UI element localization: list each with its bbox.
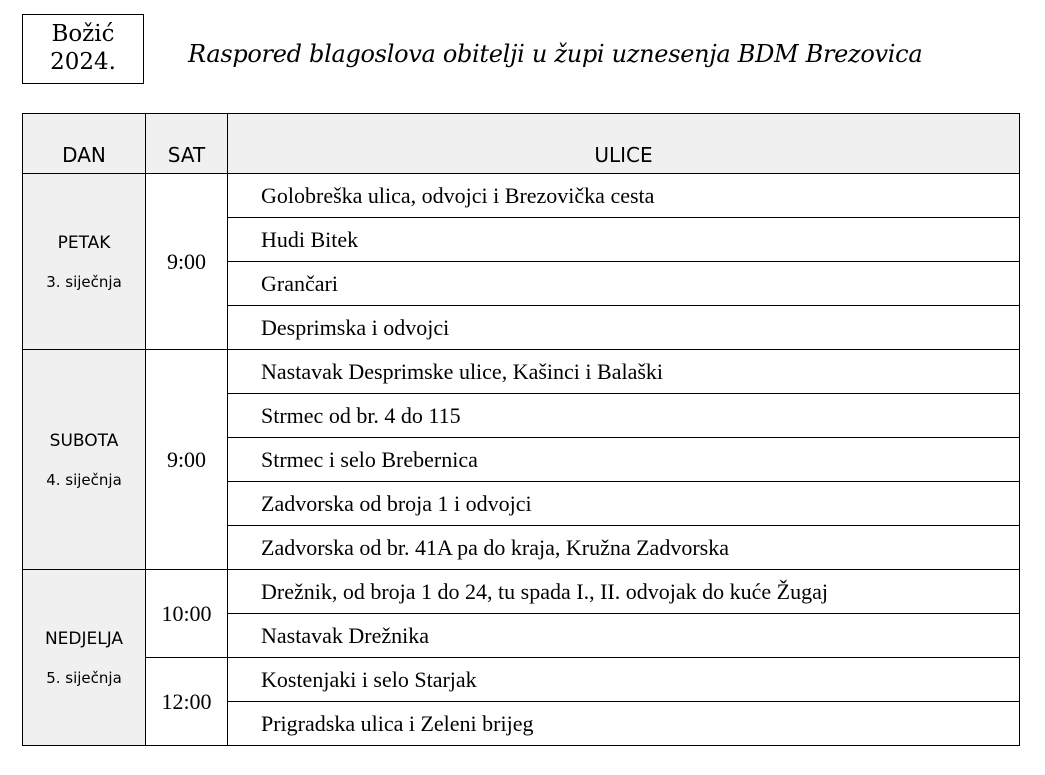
column-header-time: SAT	[146, 114, 228, 174]
street-cell: Drežnik, od broja 1 do 24, tu spada I., II. odvojak do kuće Žugaj	[228, 570, 1020, 614]
street-cell: Strmec i selo Brebernica	[228, 438, 1020, 482]
day-date: 5. siječnja	[46, 668, 122, 687]
time-cell: 9:00	[146, 174, 228, 350]
badge-year: 2024.	[50, 49, 116, 75]
street-cell: Zadvorska od br. 41A pa do kraja, Kružna Zadvorska	[228, 526, 1020, 570]
table-row	[23, 658, 1020, 702]
time-cell: 9:00	[146, 350, 228, 570]
street-cell: Kostenjaki i selo Starjak	[228, 658, 1020, 702]
table-row	[23, 570, 1020, 614]
street-cell: Prigradska ulica i Zeleni brijeg	[228, 702, 1020, 746]
street-cell: Zadvorska od broja 1 i odvojci	[228, 482, 1020, 526]
street-cell: Golobreška ulica, odvojci i Brezovička cesta	[228, 174, 1020, 218]
day-name: SUBOTA	[49, 430, 119, 451]
day-name: NEDJELJA	[44, 628, 124, 649]
day-cell-petak	[23, 174, 146, 350]
badge-holiday: Božić	[51, 21, 115, 47]
street-cell: Hudi Bitek	[228, 218, 1020, 262]
time-cell: 10:00	[146, 570, 228, 658]
street-cell: Desprimska i odvojci	[228, 306, 1020, 350]
table-row	[23, 174, 1020, 218]
day-date: 4. siječnja	[46, 470, 122, 489]
street-cell: Grančari	[228, 262, 1020, 306]
day-name: PETAK	[57, 232, 111, 253]
street-cell: Nastavak Drežnika	[228, 614, 1020, 658]
schedule-table	[22, 113, 1020, 746]
table-row	[23, 350, 1020, 394]
street-cell: Nastavak Desprimske ulice, Kašinci i Balaški	[228, 350, 1020, 394]
header-row	[23, 114, 1020, 174]
page-title: Raspored blagoslova obitelji u župi uznesenja BDM Brezovica	[188, 40, 923, 68]
time-cell: 12:00	[146, 658, 228, 746]
column-header-streets: ULICE	[228, 114, 1020, 174]
year-badge	[22, 14, 144, 84]
column-header-day: DAN	[23, 114, 146, 174]
street-cell: Strmec od br. 4 do 115	[228, 394, 1020, 438]
day-cell-nedjelja	[23, 570, 146, 746]
day-date: 3. siječnja	[46, 272, 122, 291]
day-cell-subota	[23, 350, 146, 570]
